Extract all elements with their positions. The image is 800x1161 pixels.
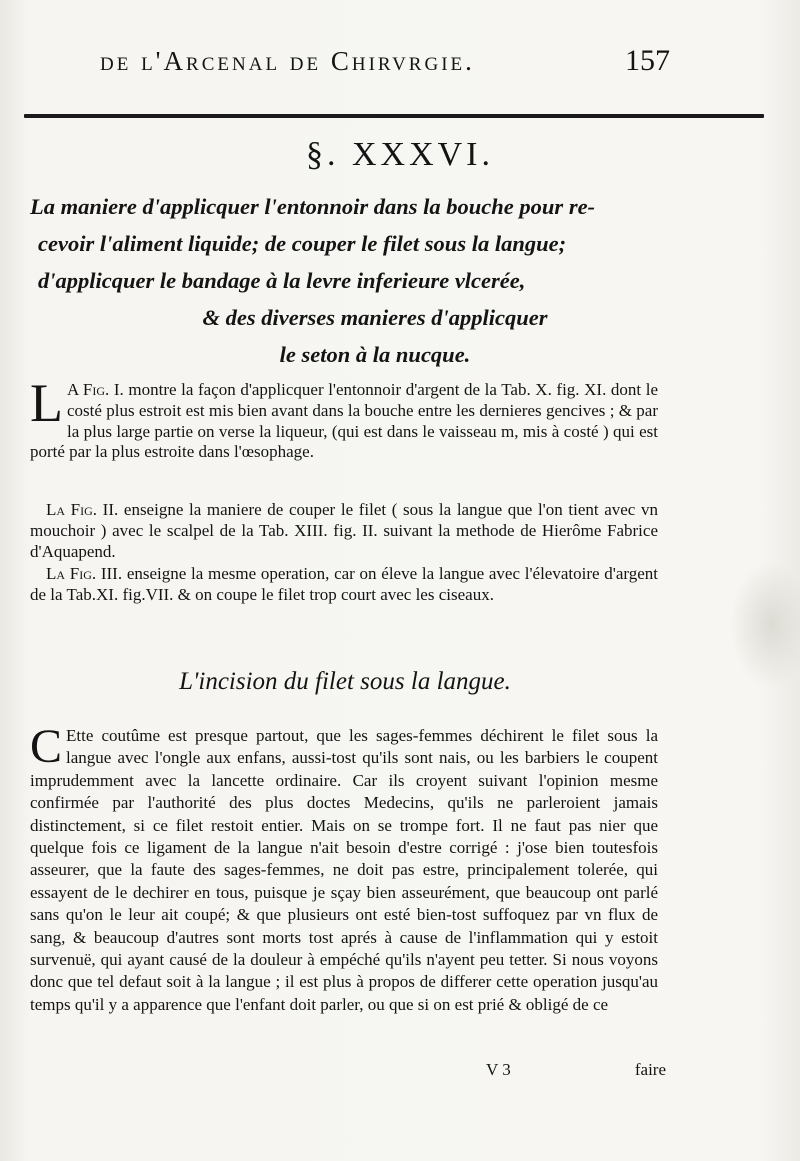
drop-capital: L [30,373,63,433]
section-title-line: d'applicquer le bandage à la levre inferieure vlcerée, [38,268,526,293]
catchword: faire [634,1060,666,1079]
page-number: 157 [625,44,670,77]
paragraph-fig-1 [30,373,658,463]
page-footer [486,1060,666,1090]
section-title-line: & des diverses manieres d'applicquer [202,305,548,330]
section-title-line: La maniere d'applicquer l'entonnoir dans la bouche pour re- [30,194,596,219]
drop-capital: C [30,720,63,773]
running-title: de l'Arcenal de Chirvrgie. [100,46,475,76]
paragraph-text: enseigne la maniere de couper le filet ( sous la langue que l'on tient avec vn mouchoir ) avec le scalpel de la Tab. XIII. fig. II. suivant la methode de Hierôme Fabrice d'Aquapend. [30,500,658,561]
page-header [100,40,670,80]
subheading: L'incision du filet sous la langue. [179,668,511,695]
figure-reference: La Fig. II. [46,500,119,519]
signature-mark: V 3 [486,1060,511,1079]
section-title [30,188,680,373]
paragraph-fig-3 [30,564,658,606]
section-title-line: le seton à la nucque. [279,342,471,367]
paragraph-fig-2 [30,500,658,562]
header-rule [24,114,764,118]
figure-reference: A Fig. I. [67,380,124,399]
paragraph-text: montre la façon d'applicquer l'entonnoir d'argent de la Tab. X. fig. XI. dont le costé plus estroit est mis bien avant dans la bouche entre les dernieres gencives ; & par la plus large partie on verse la liqueur, (qui est dans le vaisseau m, mis à costé ) qui est porté par la plus estroite dans l'œsophage. [30,380,658,462]
section-number: §. XXXVI. [305,136,495,173]
paper-stain [730,560,800,690]
body-paragraph [30,720,658,1016]
paragraph-text: enseigne la mesme operation, car on éleve la langue avec l'élevatoire d'argent de la Tab.XI. fig.VII. & on coupe le filet trop court avec les ciseaux. [30,564,658,604]
figure-reference: La Fig. III. [46,564,123,583]
section-title-line: cevoir l'aliment liquide; de couper le filet sous la langue; [38,231,567,256]
paragraph-text: Ette coutûme est presque partout, que les sages-femmes déchirent le filet sous la langue avec l'ongle aux enfans, aussi-tost qu'ils sont nais, ou les barbiers le coupent imprudemment avec la lancette ordinaire. Car ils croyent suivant l'opinion mesme confirmée par l'authorité des plus doctes Medecins, qu'ils ne parleroient jamais distinctement, si ce filet restoit entier. Mais on se trompe fort. Il ne faut pas nier que quelque fois ce ligament de la langue n'ait besoin d'estre corrigé : j'ose bien toutesfois asseurer, que la faute des sages-femmes, ne doit pas estre, principalement tolerée, qui essayent de le dechirer en tous, puisque je sçay bien asseurément, que beaucoup ont parlé sans qu'on le leur ait coupé; & que plusieurs ont esté bien-tost suffoquez par vn flux de sang, & beaucoup d'autres sont morts tost aprés à cause de l'inflammation qui y estoit survenuë, qui ayant causé de la douleur à empéché qu'ils n'ayent peu tetter. Si nous voyons donc que tel defaut soit à la langue ; il est plus à propos de differer cette operation jusqu'au temps qu'il y a apparence que l'enfant doit parler, ou que si on est prié & obligé de ce [30,726,658,1014]
